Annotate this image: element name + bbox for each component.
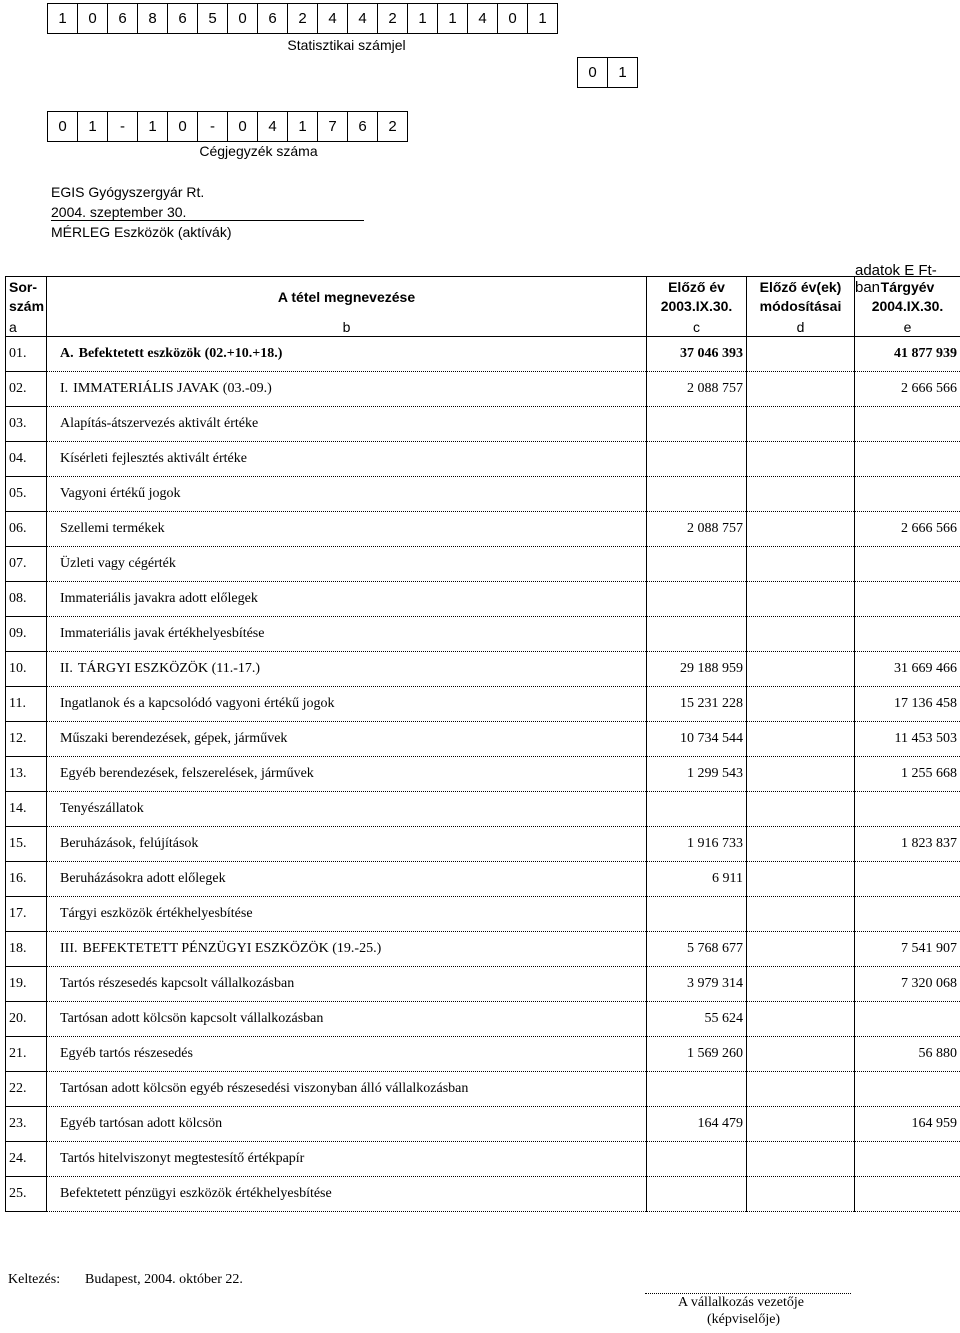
value-col-d	[747, 337, 855, 372]
value-col-d	[747, 932, 855, 967]
row-name-cell	[47, 1072, 647, 1107]
company-reg-digit: 1	[78, 112, 108, 142]
row-name-cell	[47, 932, 647, 967]
row-label: Műszaki berendezések, gépek, járművek	[60, 731, 288, 746]
value-col-d	[747, 512, 855, 547]
table-row	[6, 1037, 960, 1072]
row-label: Tartós hitelviszonyt megtestesítő értékpapír	[60, 1151, 305, 1166]
stat-digit: 1	[438, 4, 468, 34]
table-row	[6, 337, 960, 372]
value-col-e: 17 136 458	[855, 687, 960, 722]
table-row	[6, 582, 960, 617]
value-col-c: 15 231 228	[647, 687, 747, 722]
value-col-e: 1 823 837	[855, 827, 960, 862]
value-col-c	[647, 792, 747, 827]
value-col-d	[747, 687, 855, 722]
value-col-c	[647, 407, 747, 442]
row-number: 25.	[6, 1177, 47, 1212]
table-row	[6, 757, 960, 792]
value-col-e	[855, 442, 960, 477]
signature-subtitle: (képviselője)	[707, 1312, 781, 1327]
value-col-d	[747, 862, 855, 897]
table-row	[6, 932, 960, 967]
col-d-header-2: módosításai	[759, 298, 842, 314]
row-name-cell	[47, 1177, 647, 1212]
row-label: Vagyoni értékű jogok	[60, 486, 181, 501]
value-col-c: 1 299 543	[647, 757, 747, 792]
value-col-e: 2 666 566	[855, 372, 960, 407]
col-e-header-2: 2004.IX.30.	[871, 298, 944, 314]
row-label: Szellemi termékek	[60, 521, 165, 536]
row-name-cell	[47, 337, 647, 372]
stat-digit: 6	[108, 4, 138, 34]
row-number: 06.	[6, 512, 47, 547]
letter-d: d	[747, 317, 855, 337]
row-number: 10.	[6, 652, 47, 687]
row-name-cell	[47, 1142, 647, 1177]
value-col-e	[855, 792, 960, 827]
letter-e: e	[855, 317, 960, 337]
company-reg-digit: -	[108, 112, 138, 142]
row-label: Befektetett pénzügyi eszközök értékhelyesbítése	[60, 1186, 332, 1201]
company-reg-label: Cégjegyzék száma	[199, 143, 318, 159]
value-col-e	[855, 897, 960, 932]
company-reg-digit: 4	[258, 112, 288, 142]
table-row	[6, 442, 960, 477]
value-col-e	[855, 407, 960, 442]
row-name-cell	[47, 1002, 647, 1037]
stat-digit: 1	[48, 4, 78, 34]
row-label: Beruházások, felújítások	[60, 836, 199, 851]
value-col-e	[855, 1072, 960, 1107]
stat-digit: 4	[468, 4, 498, 34]
date-value: Budapest, 2004. október 22.	[85, 1272, 243, 1287]
row-number: 03.	[6, 407, 47, 442]
row-name-cell	[47, 617, 647, 652]
row-number: 19.	[6, 967, 47, 1002]
row-label: Egyéb berendezések, felszerelések, járművek	[60, 766, 314, 781]
row-name-cell	[47, 722, 647, 757]
row-name-cell	[47, 687, 647, 722]
row-number: 07.	[6, 547, 47, 582]
row-number: 22.	[6, 1072, 47, 1107]
value-col-d	[747, 722, 855, 757]
company-reg-digit: 1	[288, 112, 318, 142]
row-number: 16.	[6, 862, 47, 897]
value-col-e	[855, 1002, 960, 1037]
value-col-c	[647, 547, 747, 582]
stat-digit: 6	[258, 4, 288, 34]
value-col-d	[747, 792, 855, 827]
value-col-c	[647, 897, 747, 932]
small-code-box	[577, 57, 638, 88]
value-col-e: 41 877 939	[855, 337, 960, 372]
value-col-e: 11 453 503	[855, 722, 960, 757]
value-col-c	[647, 1072, 747, 1107]
company-reg-box	[47, 111, 408, 142]
value-col-d	[747, 1177, 855, 1212]
row-name-cell	[47, 1037, 647, 1072]
row-number: 21.	[6, 1037, 47, 1072]
col-d-header-1: Előző év(ek)	[759, 279, 842, 295]
table-row	[6, 722, 960, 757]
value-col-e: 31 669 466	[855, 652, 960, 687]
row-label: Immateriális javakra adott előlegek	[60, 591, 258, 606]
value-col-e: 164 959	[855, 1107, 960, 1142]
row-number: 15.	[6, 827, 47, 862]
stat-digit: 2	[378, 4, 408, 34]
value-col-e: 7 541 907	[855, 932, 960, 967]
stat-digit: 5	[198, 4, 228, 34]
table-row	[6, 1072, 960, 1107]
small-code-digit: 0	[578, 58, 608, 88]
value-col-c	[647, 477, 747, 512]
value-col-d	[747, 757, 855, 792]
row-label: TÁRGYI ESZKÖZÖK (11.-17.)	[77, 661, 261, 676]
value-col-d	[747, 967, 855, 1002]
value-col-d	[747, 1002, 855, 1037]
balance-sheet-table	[5, 276, 960, 1212]
row-number: 18.	[6, 932, 47, 967]
stat-digit: 8	[138, 4, 168, 34]
value-col-c	[647, 582, 747, 617]
row-name-cell	[47, 652, 647, 687]
value-col-c	[647, 442, 747, 477]
table-row	[6, 862, 960, 897]
col-a-header-1: Sor-	[9, 279, 37, 295]
report-date: 2004. szeptember 30.	[51, 204, 364, 221]
col-a-header-2: szám	[9, 298, 45, 314]
row-label: Egyéb tartós részesedés	[60, 1046, 193, 1061]
value-col-d	[747, 827, 855, 862]
row-prefix: III.	[60, 941, 78, 956]
row-number: 11.	[6, 687, 47, 722]
value-col-e	[855, 477, 960, 512]
col-b-header: A tétel megnevezése	[47, 277, 647, 318]
row-number: 17.	[6, 897, 47, 932]
row-name-cell	[47, 372, 647, 407]
stat-digit: 1	[528, 4, 558, 34]
row-label: Befektetett eszközök (02.+10.+18.)	[78, 346, 283, 361]
stat-digit: 0	[498, 4, 528, 34]
company-reg-digit: 0	[48, 112, 78, 142]
value-col-d	[747, 652, 855, 687]
value-col-d	[747, 372, 855, 407]
value-col-c	[647, 617, 747, 652]
table-row	[6, 1177, 960, 1212]
col-c-header-1: Előző év	[668, 279, 725, 295]
row-label: Tartósan adott kölcsön egyéb részesedési viszonyban álló vállalkozásban	[60, 1081, 469, 1096]
document-title: MÉRLEG Eszközök (aktívák)	[51, 224, 232, 240]
row-number: 09.	[6, 617, 47, 652]
table-row	[6, 512, 960, 547]
row-label: Ingatlanok és a kapcsolódó vagyoni értékű jogok	[60, 696, 335, 711]
row-name-cell	[47, 582, 647, 617]
stat-digit: 4	[348, 4, 378, 34]
units-label: adatok E Ft-ban	[855, 262, 937, 296]
value-col-c: 6 911	[647, 862, 747, 897]
table-row	[6, 967, 960, 1002]
row-number: 23.	[6, 1107, 47, 1142]
table-row	[6, 372, 960, 407]
col-c-header-2: 2003.IX.30.	[660, 298, 733, 314]
row-name-cell	[47, 827, 647, 862]
row-name-cell	[47, 477, 647, 512]
row-name-cell	[47, 407, 647, 442]
row-name-cell	[47, 512, 647, 547]
stat-digit: 2	[288, 4, 318, 34]
row-label: Alapítás-átszervezés aktivált értéke	[60, 416, 259, 431]
company-reg-digit: 2	[378, 112, 408, 142]
row-label: Üzleti vagy cégérték	[60, 556, 176, 571]
row-name-cell	[47, 897, 647, 932]
row-name-cell	[47, 1107, 647, 1142]
row-name-cell	[47, 862, 647, 897]
stat-digit: 0	[228, 4, 258, 34]
table-row	[6, 1107, 960, 1142]
table-row	[6, 547, 960, 582]
signature-title: A vállalkozás vezetője	[678, 1295, 804, 1310]
value-col-e	[855, 582, 960, 617]
value-col-e: 7 320 068	[855, 967, 960, 1002]
value-col-d	[747, 1037, 855, 1072]
row-number: 13.	[6, 757, 47, 792]
value-col-c: 37 046 393	[647, 337, 747, 372]
company-reg-digit: -	[198, 112, 228, 142]
value-col-d	[747, 442, 855, 477]
row-number: 02.	[6, 372, 47, 407]
row-label: Tartósan adott kölcsön kapcsolt vállalkozásban	[60, 1011, 324, 1026]
stat-digit: 4	[318, 4, 348, 34]
value-col-e	[855, 862, 960, 897]
row-name-cell	[47, 547, 647, 582]
value-col-c: 164 479	[647, 1107, 747, 1142]
row-label: IMMATERIÁLIS JAVAK (03.-09.)	[73, 381, 272, 396]
stat-digit: 1	[408, 4, 438, 34]
value-col-d	[747, 407, 855, 442]
value-col-d	[747, 897, 855, 932]
value-col-d	[747, 1072, 855, 1107]
value-col-c: 29 188 959	[647, 652, 747, 687]
company-reg-digit: 6	[348, 112, 378, 142]
row-prefix: A.	[60, 346, 74, 361]
stat-digit: 0	[78, 4, 108, 34]
value-col-d	[747, 477, 855, 512]
value-col-c	[647, 1177, 747, 1212]
table-row	[6, 407, 960, 442]
value-col-e	[855, 1142, 960, 1177]
table-row	[6, 652, 960, 687]
table-row	[6, 897, 960, 932]
value-col-d	[747, 1107, 855, 1142]
value-col-d	[747, 582, 855, 617]
table-row	[6, 827, 960, 862]
table-header-row	[6, 277, 960, 318]
row-name-cell	[47, 967, 647, 1002]
letter-b: b	[47, 317, 647, 337]
value-col-c: 1 916 733	[647, 827, 747, 862]
value-col-c: 3 979 314	[647, 967, 747, 1002]
value-col-c: 55 624	[647, 1002, 747, 1037]
row-name-cell	[47, 442, 647, 477]
col-e-header-1: Tárgyév	[880, 279, 935, 295]
column-letter-row	[6, 317, 960, 337]
row-label: BEFEKTETETT PÉNZÜGYI ESZKÖZÖK (19.-25.)	[82, 941, 382, 956]
row-number: 14.	[6, 792, 47, 827]
value-col-e: 56 880	[855, 1037, 960, 1072]
row-prefix: I.	[60, 381, 69, 396]
value-col-d	[747, 547, 855, 582]
row-name-cell	[47, 792, 647, 827]
stat-number-box	[47, 3, 558, 34]
value-col-c: 5 768 677	[647, 932, 747, 967]
value-col-e	[855, 617, 960, 652]
table-row	[6, 1142, 960, 1177]
row-label: Kísérleti fejlesztés aktivált értéke	[60, 451, 247, 466]
company-reg-digit: 1	[138, 112, 168, 142]
row-number: 12.	[6, 722, 47, 757]
value-col-e	[855, 1177, 960, 1212]
table-row	[6, 792, 960, 827]
row-number: 01.	[6, 337, 47, 372]
value-col-c: 2 088 757	[647, 372, 747, 407]
signature-line	[645, 1293, 851, 1294]
row-number: 08.	[6, 582, 47, 617]
table-row	[6, 687, 960, 722]
stat-number-label: Statisztikai számjel	[287, 37, 406, 53]
small-code-digit: 1	[608, 58, 638, 88]
value-col-c: 10 734 544	[647, 722, 747, 757]
letter-a: a	[6, 317, 47, 337]
row-label: Tenyészállatok	[60, 801, 144, 816]
stat-digit: 6	[168, 4, 198, 34]
row-label: Tárgyi eszközök értékhelyesbítése	[60, 906, 253, 921]
value-col-c: 2 088 757	[647, 512, 747, 547]
row-label: Beruházásokra adott előlegek	[60, 871, 226, 886]
value-col-c	[647, 1142, 747, 1177]
row-number: 20.	[6, 1002, 47, 1037]
value-col-e: 2 666 566	[855, 512, 960, 547]
table-row	[6, 477, 960, 512]
company-reg-digit: 0	[228, 112, 258, 142]
row-number: 05.	[6, 477, 47, 512]
table-row	[6, 1002, 960, 1037]
company-reg-digit: 7	[318, 112, 348, 142]
row-label: Egyéb tartósan adott kölcsön	[60, 1116, 223, 1131]
row-prefix: II.	[60, 661, 73, 676]
row-label: Tartós részesedés kapcsolt vállalkozásban	[60, 976, 295, 991]
value-col-e: 1 255 668	[855, 757, 960, 792]
row-number: 24.	[6, 1142, 47, 1177]
letter-c: c	[647, 317, 747, 337]
row-number: 04.	[6, 442, 47, 477]
company-name: EGIS Gyógyszergyár Rt.	[51, 184, 205, 200]
date-label: Keltezés:	[8, 1272, 61, 1287]
value-col-c: 1 569 260	[647, 1037, 747, 1072]
value-col-d	[747, 1142, 855, 1177]
company-reg-digit: 0	[168, 112, 198, 142]
table-row	[6, 617, 960, 652]
row-name-cell	[47, 757, 647, 792]
row-label: Immateriális javak értékhelyesbítése	[60, 626, 265, 641]
value-col-e	[855, 547, 960, 582]
value-col-d	[747, 617, 855, 652]
